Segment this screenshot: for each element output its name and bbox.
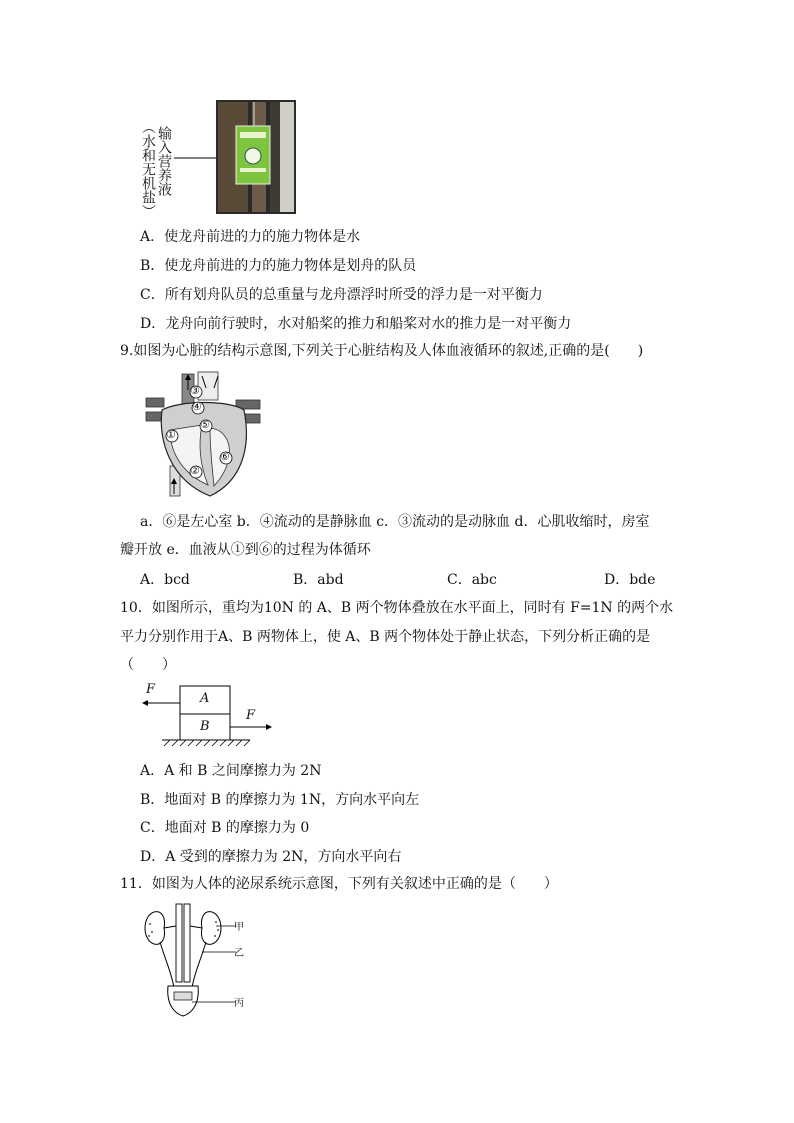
urinary-system-diagram bbox=[140, 902, 250, 1018]
urinary-label-yi: 乙 bbox=[234, 948, 244, 959]
blocks-figure bbox=[140, 680, 280, 746]
blocks-figure-drawing bbox=[140, 680, 280, 746]
heart-label-1: ① bbox=[166, 428, 176, 441]
heart-label-5: ⑤ bbox=[200, 418, 210, 431]
q9-option-d: D．bde bbox=[604, 572, 656, 588]
tree-drip-photo-image bbox=[140, 98, 300, 216]
q10-option-b: B．地面对 B 的摩擦力为 1N，方向水平向左 bbox=[140, 792, 420, 808]
q10-option-c: C．地面对 B 的摩擦力为 0 bbox=[140, 820, 310, 836]
photo-label-main: 输入营养液 bbox=[156, 126, 172, 196]
q9-statements-line1: a．⑥是左心室 b．④流动的是静脉血 c．③流动的是动脉血 d．心肌收缩时，房室 bbox=[140, 514, 650, 530]
force-left-label: F bbox=[146, 682, 156, 697]
q8-option-d: D．龙舟向前行驶时，水对船桨的推力和船桨对水的推力是一对平衡力 bbox=[140, 316, 572, 332]
heart-label-2: ② bbox=[190, 464, 200, 477]
q10-stem-line3: （ ） bbox=[120, 657, 176, 673]
block-b-label: B bbox=[200, 719, 210, 734]
q9-option-c: C．abc bbox=[447, 572, 497, 588]
q10-option-d: D．A 受到的摩擦力为 2N，方向水平向右 bbox=[140, 849, 402, 865]
urinary-label-jia: 甲 bbox=[234, 922, 244, 933]
q9-stem: 9.如图为心脏的结构示意图,下列关于心脏结构及人体血液循环的叙述,正确的是( ) bbox=[120, 343, 644, 359]
photo-label-paren: （水和无机盐） bbox=[140, 120, 156, 218]
force-right-label: F bbox=[246, 708, 256, 723]
block-a-label: A bbox=[200, 691, 210, 706]
heart-diagram bbox=[140, 370, 270, 502]
heart-label-3: ③ bbox=[190, 384, 200, 397]
heart-label-4: ④ bbox=[192, 400, 202, 413]
q10-stem-line2: 平力分别作用于A、B 两物体上，使 A、B 两个物体处于静止状态，下列分析正确的是 bbox=[120, 629, 651, 645]
q8-option-a: A．使龙舟前进的力的施力物体是水 bbox=[140, 229, 361, 245]
q11-stem: 11．如图为人体的泌尿系统示意图，下列有关叙述中正确的是（ ） bbox=[120, 876, 558, 892]
q10-option-a: A．A 和 B 之间摩擦力为 2N bbox=[140, 763, 322, 779]
q9-option-b: B．abd bbox=[293, 572, 344, 588]
heart-label-6: ⑥ bbox=[220, 450, 230, 463]
q9-option-a: A．bcd bbox=[140, 572, 190, 588]
q8-option-c: C．所有划舟队员的总重量与龙舟漂浮时所受的浮力是一对平衡力 bbox=[140, 287, 543, 303]
urinary-label-bing: 丙 bbox=[234, 998, 244, 1009]
q8-option-b: B．使龙舟前进的力的施力物体是划舟的队员 bbox=[140, 258, 417, 274]
q9-statements-line2: 瓣开放 e．血液从①到⑥的过程为体循环 bbox=[120, 542, 371, 558]
tree-drip-photo bbox=[140, 98, 300, 216]
heart-diagram-drawing bbox=[140, 370, 270, 502]
q10-stem-line1: 10．如图所示，重均为10N 的 A、B 两个物体叠放在水平面上，同时有 F=1N 的两个水 bbox=[120, 600, 674, 616]
